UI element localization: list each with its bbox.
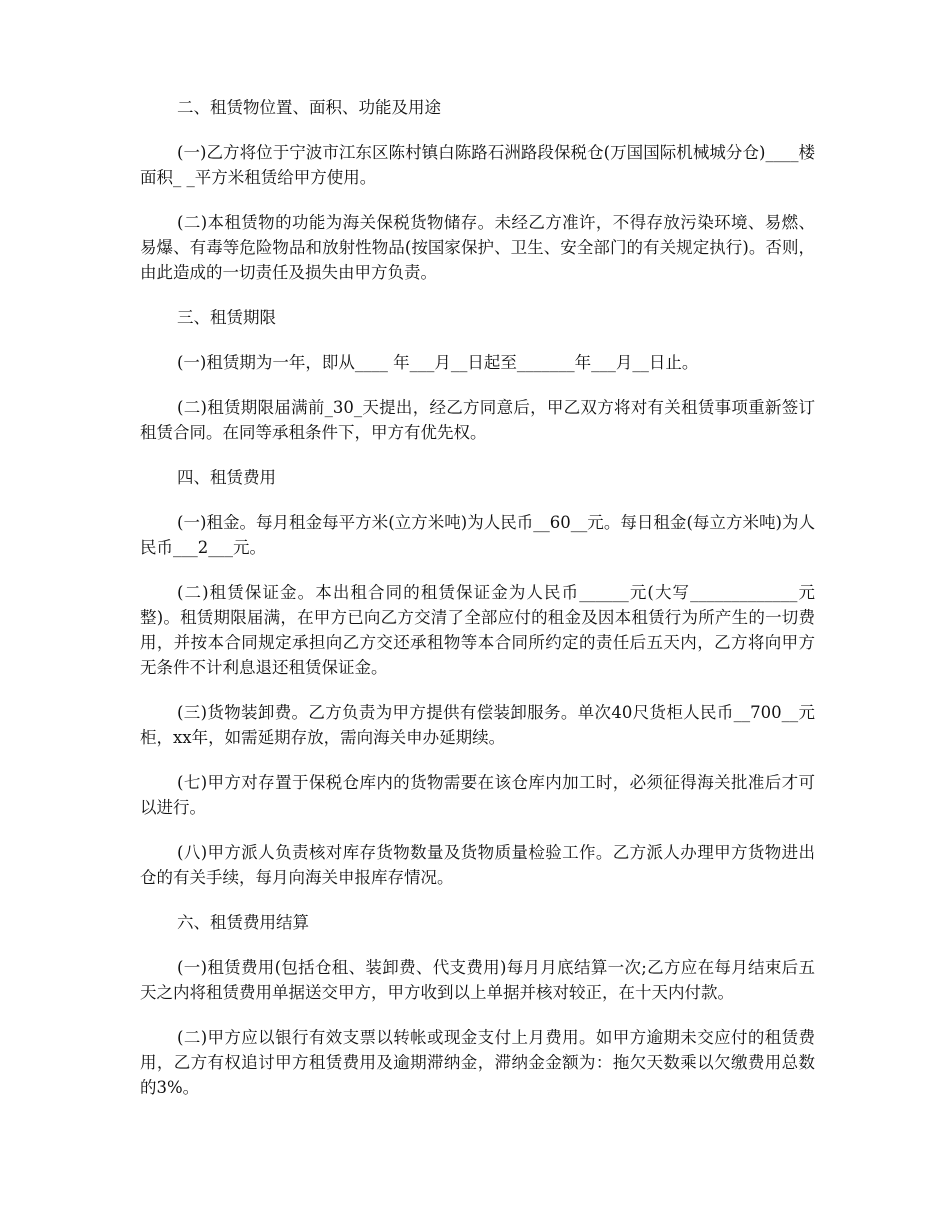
section-heading-term: 三、租赁期限 xyxy=(177,308,276,327)
section-heading-fees: 四、租赁费用 xyxy=(177,468,276,487)
section-heading-settlement: 六、租赁费用结算 xyxy=(177,913,309,932)
paragraph-term-1: (一)租赁期为一年，即从____ 年___月__日起至_______年___月__日止。 xyxy=(177,353,699,372)
section-heading-location: 二、租赁物位置、面积、功能及用途 xyxy=(177,98,441,117)
paragraph-fees-rent: (一)租金。每月租金每平方米(立方米吨)为人民币__60__元。每日租金(每立方米吨)为人民币___2___元。 xyxy=(140,513,815,557)
paragraph-fees-deposit: (二)租赁保证金。本出租合同的租赁保证金为人民币______元(大写_____________元整)。租赁期限届满，在甲方已向乙方交清了全部应付的租金及因本租赁行为所产生的一切费用，并按本合同规定承担向乙方交还承租物等本合同所约定的责任后五天内，乙方将向甲方无条件不计利息退还租赁保证金。 xyxy=(140,583,815,677)
paragraph-settlement-1: (一)租赁费用(包括仓租、装卸费、代支费用)每月月底结算一次;乙方应在每月结束后五天之内将租赁费用单据送交甲方，甲方收到以上单据并核对较正，在十天内付款。 xyxy=(140,958,815,1002)
paragraph-location-2: (二)本租赁物的功能为海关保税货物储存。未经乙方准许，不得存放污染环境、易燃、易爆、有毒等危险物品和放射性物品(按国家保护、卫生、安全部门的有关规定执行)。否则，由此造成的一切责任及损失由甲方负责。 xyxy=(140,213,815,282)
paragraph-fees-inspection: (八)甲方派人负责核对库存货物数量及货物质量检验工作。乙方派人办理甲方货物进出仓的有关手续，每月向海关申报库存情况。 xyxy=(140,843,815,887)
paragraph-settlement-2: (二)甲方应以银行有效支票以转帐或现金支付上月费用。如甲方逾期未交应付的租赁费用，乙方有权追讨甲方租赁费用及逾期滞纳金，滞纳金金额为：拖欠天数乘以欠缴费用总数的3%。 xyxy=(140,1028,815,1097)
paragraph-term-2: (二)租赁期限届满前_30_天提出，经乙方同意后，甲乙双方将对有关租赁事项重新签订租赁合同。在同等承租条件下，甲方有优先权。 xyxy=(140,398,815,442)
paragraph-location-1: (一)乙方将位于宁波市江东区陈村镇白陈路石洲路段保税仓(万国国际机械城分仓)____楼面积_ _平方米租赁给甲方使用。 xyxy=(140,143,815,187)
paragraph-fees-processing: (七)甲方对存置于保税仓库内的货物需要在该仓库内加工时，必须征得海关批准后才可以进行。 xyxy=(140,773,815,817)
document-body xyxy=(140,95,815,1120)
paragraph-fees-handling: (三)货物装卸费。乙方负责为甲方提供有偿装卸服务。单次40尺货柜人民币__700__元柜，xx年，如需延期存放，需向海关申办延期续。 xyxy=(140,703,815,747)
